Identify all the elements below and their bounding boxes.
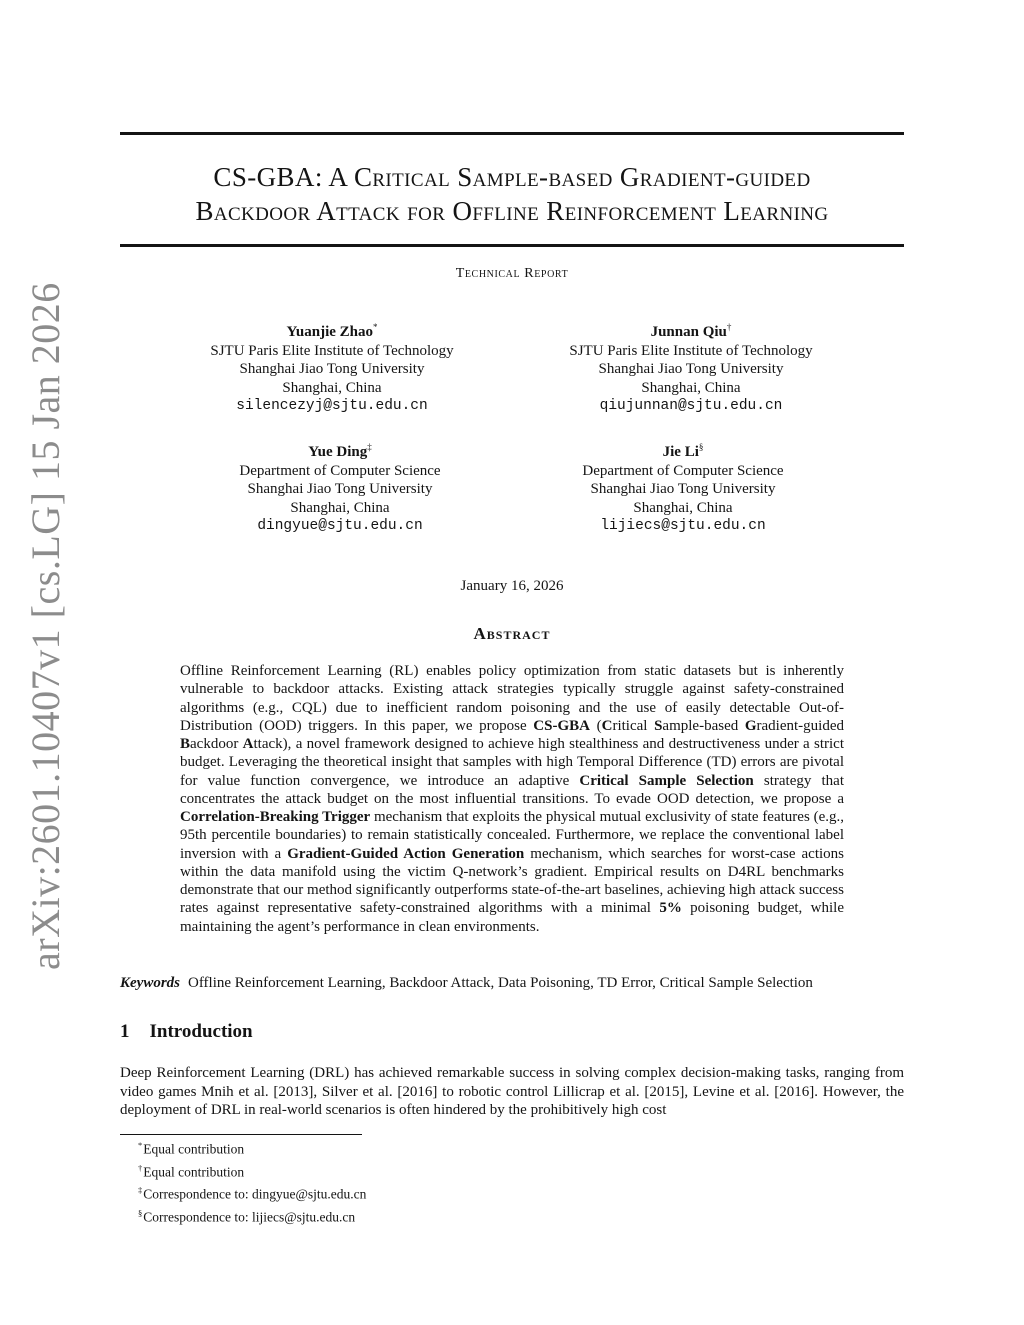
author-email[interactable]: lijiecs@sjtu.edu.cn [600,518,766,534]
keywords-line [120,975,904,992]
abstract-bold-term: A [242,736,254,752]
author-name: Jie Li [662,444,699,460]
author-block [521,318,861,416]
abstract-bold-term: C [601,717,613,734]
author-university: Shanghai Jiao Tong University [590,481,776,497]
author-university: Shanghai Jiao Tong University [598,361,784,377]
abstract-text-run: ( [589,717,602,734]
footnote-mark: § [138,1207,143,1218]
author-location: Shanghai, China [633,499,733,516]
footnote [138,1159,366,1182]
abstract-text-run: Offline Reinforcement Learning (RL) enables policy optimization from static datasets but is inherently vulnerable to backdoor attacks. Existing attack strategies typically struggle against safety-constrained algorithms (e.g., CQL) due to inefficient random poisoning and the use of easily detectable Out-of-Distribution (OOD) triggers. In this paper, we propose [180,663,844,734]
abstract-bold-term: Critical Sample Selection [579,772,754,789]
author-university: Shanghai Jiao Tong University [247,481,433,497]
abstract-text-run: radient-guided [756,717,844,734]
abstract-bold-term: S [654,717,663,734]
section-number: 1 [120,1021,130,1042]
footnote-mark: * [138,1140,143,1150]
abstract-text-run: ttack), a novel framework designed to achieve high stealthiness and destructiveness under a strict budget. Leveraging the theoretical insight that samples with high Temporal Difference (TD) errors are pivotal for value function convergence, we introduce an adaptive [180,736,845,789]
abstract-text-run: ackdoor [190,736,243,752]
abstract-text-run: ample-based [662,717,745,734]
paper-date: January 16, 2026 [460,578,564,594]
paper-title-line-2: Backdoor Attack for Offline Reinforcement Learning [195,196,829,226]
footnote-mark: † [138,1162,143,1173]
footnote-text: Equal contribution [143,1164,245,1179]
footnote-text: Correspondence to: lijiecs@sjtu.edu.cn [143,1209,356,1224]
abstract-text-run: strategy that concentrates the attack budget on the most influential transitions. To evade OOD detection, we propose a [180,772,844,807]
author-email[interactable]: dingyue@sjtu.edu.cn [257,518,423,534]
author-location: Shanghai, China [290,499,390,516]
footnote-text: Equal contribution [143,1141,245,1157]
author-affiliation: SJTU Paris Elite Institute of Technology [569,342,813,359]
author-location: Shanghai, China [641,379,741,396]
author-mark: † [726,322,732,332]
footnote [138,1204,366,1227]
keywords-label: Keywords [120,975,180,991]
abstract-bold-term: Gradient-Guided Action Generation [287,845,525,862]
author-affiliation: SJTU Paris Elite Institute of Technology [210,342,454,359]
author-name: Yue Ding [308,444,368,460]
author-university: Shanghai Jiao Tong University [239,361,425,377]
author-email[interactable]: silencezyj@sjtu.edu.cn [236,398,428,414]
abstract-text-run: ritical [612,717,655,734]
footnote-separator [120,1134,362,1135]
abstract-text-run: mechanism, which searches for worst-case actions within the data manifold using the victim Q-network’s gradient. Empirical results on D4RL benchmarks demonstrate that our method significantly outperforms state-of-the-art baselines, achieving high attack success rates against representative safety-constrained algorithms with a minimal [180,845,845,917]
footnote [138,1136,366,1159]
section-heading [120,1021,253,1043]
abstract-text-run: poisoning budget, while maintaining the agent’s performance in clean environments. [180,900,844,935]
footnote [138,1181,366,1204]
author-location: Shanghai, China [282,379,382,396]
author-block [170,438,510,536]
abstract-text [180,662,844,936]
author-email[interactable]: qiujunnan@sjtu.edu.cn [599,398,783,414]
footnotes [138,1136,366,1226]
author-mark: * [373,322,378,332]
introduction-paragraph: Deep Reinforcement Learning (DRL) has achieved remarkable success in solving complex decision-making tasks, ranging from video games Mnih et al. [2013], Silver et al. [2016] to robotic control Lillicrap et al. [2015], Levine et al. [2016]. However, the deployment of DRL in real-world scenarios is often hindered by the prohibitively high cost [120,1065,904,1118]
keywords-text: Offline Reinforcement Learning, Backdoor Attack, Data Poisoning, TD Error, Critical Sample Selection [188,975,813,991]
title-top-rule [120,132,904,135]
report-type-label: Technical Report [455,266,569,281]
author-block [162,318,502,416]
author-name: Yuanjie Zhao [286,324,374,340]
abstract-text-run: mechanism that exploits the physical mutual exclusivity of state features (e.g., 95th percentile boundaries) to remain statistically concealed. Furthermore, we replace the conventional label inversion with a [180,809,844,862]
author-affiliation: Department of Computer Science [239,462,441,479]
author-mark: ‡ [367,442,372,452]
paper-title-line-1: CS-GBA: A Critical Sample-based Gradient-guided [213,162,811,192]
title-bottom-rule [120,244,904,247]
section-title: Introduction [149,1021,253,1042]
arxiv-identifier-stamp: arXiv:2601.10407v1 [cs.LG] 15 Jan 2026 [23,282,68,970]
abstract-bold-term: G [744,717,757,734]
author-mark: § [698,442,704,452]
abstract-bold-term: CS-GBA [533,717,590,734]
abstract-bold-term: 5% [659,900,682,917]
footnote-mark: ‡ [138,1185,143,1195]
author-affiliation: Department of Computer Science [582,462,784,479]
author-block [513,438,853,536]
abstract-heading: Abstract [473,624,551,643]
footnote-text: Correspondence to: dingyue@sjtu.edu.cn [143,1186,367,1202]
abstract-bold-term: Correlation-Breaking Trigger [180,809,371,825]
author-name: Junnan Qiu [650,324,727,340]
abstract-bold-term: B [180,736,191,752]
